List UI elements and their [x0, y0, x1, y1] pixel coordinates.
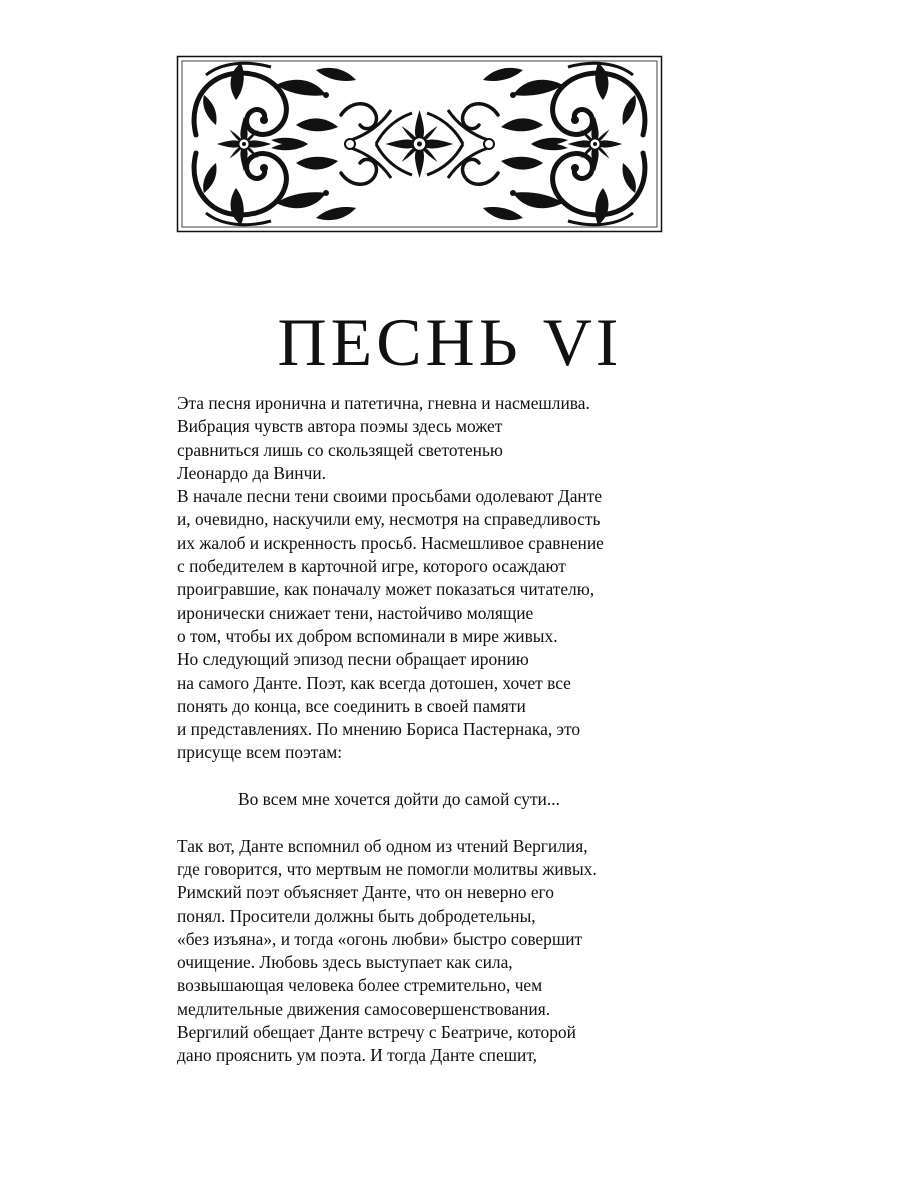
text-line: Римский поэт объясняет Данте, что он неверно его [177, 882, 554, 903]
text-line: дано прояснить ум поэта. И тогда Данте спешит, [177, 1045, 538, 1066]
text-line: Вергилий обещает Данте встречу с Беатриче, которой [177, 1022, 576, 1043]
text-line: Эта песня иронична и патетична, гневна и насмешлива. [177, 393, 590, 413]
text-line: «без изъяна», и тогда «огонь любви» быстро совершит [177, 928, 583, 949]
text-line: сравниться лишь со скользящей светотенью [177, 439, 503, 460]
chapter-text [177, 392, 677, 1068]
text-line: и представлениях. По мнению Бориса Пастернака, это [177, 719, 581, 740]
text-line: о том, чтобы их добром вспоминали в мире живых. [177, 625, 558, 646]
text-line: иронически снижает тени, настойчиво молящие [177, 602, 534, 623]
text-line: присуще всем поэтам: [177, 742, 343, 763]
text-line: Леонардо да Винчи. [177, 462, 327, 483]
text-line: с победителем в карточной игре, которого осаждают [177, 556, 566, 577]
text-line: Но следующий эпизод песни обращает иронию [177, 649, 529, 670]
text-line: понять до конца, все соединить в своей памяти [177, 695, 526, 716]
text-line: очищение. Любовь здесь выступает как сила, [177, 952, 513, 973]
text-line: медлительные движения самосовершенствования. [177, 998, 551, 1019]
text-line: В начале песни тени своими просьбами одолевают Данте [177, 486, 603, 507]
text-line: Так вот, Данте вспомнил об одном из чтений Вергилия, [177, 835, 588, 856]
paragraph-gap [177, 811, 677, 834]
text-line: где говорится, что мертвым не помогли молитвы живых. [177, 858, 597, 879]
text-line: Вибрация чувств автора поэмы здесь может [177, 416, 503, 437]
text-line: понял. Просители должны быть добродетельны, [177, 905, 536, 926]
pasternak-quote: Во всем мне хочется дойти до самой сути... [238, 789, 560, 810]
text-line: на самого Данте. Поэт, как всегда дотошен, хочет все [177, 672, 571, 693]
chapter-title: ПЕСНЬ VI [277, 304, 623, 380]
paragraph-gap [177, 765, 677, 788]
text-line: возвышающая человека более стремительно, чем [177, 975, 543, 996]
text-line: проигравшие, как поначалу может показаться читателю, [177, 579, 595, 600]
floral-ornament-icon [176, 55, 663, 233]
text-line: их жалоб и искренность просьб. Насмешливое сравнение [177, 532, 604, 553]
text-line: и, очевидно, наскучили ему, несмотря на справедливость [177, 509, 601, 530]
